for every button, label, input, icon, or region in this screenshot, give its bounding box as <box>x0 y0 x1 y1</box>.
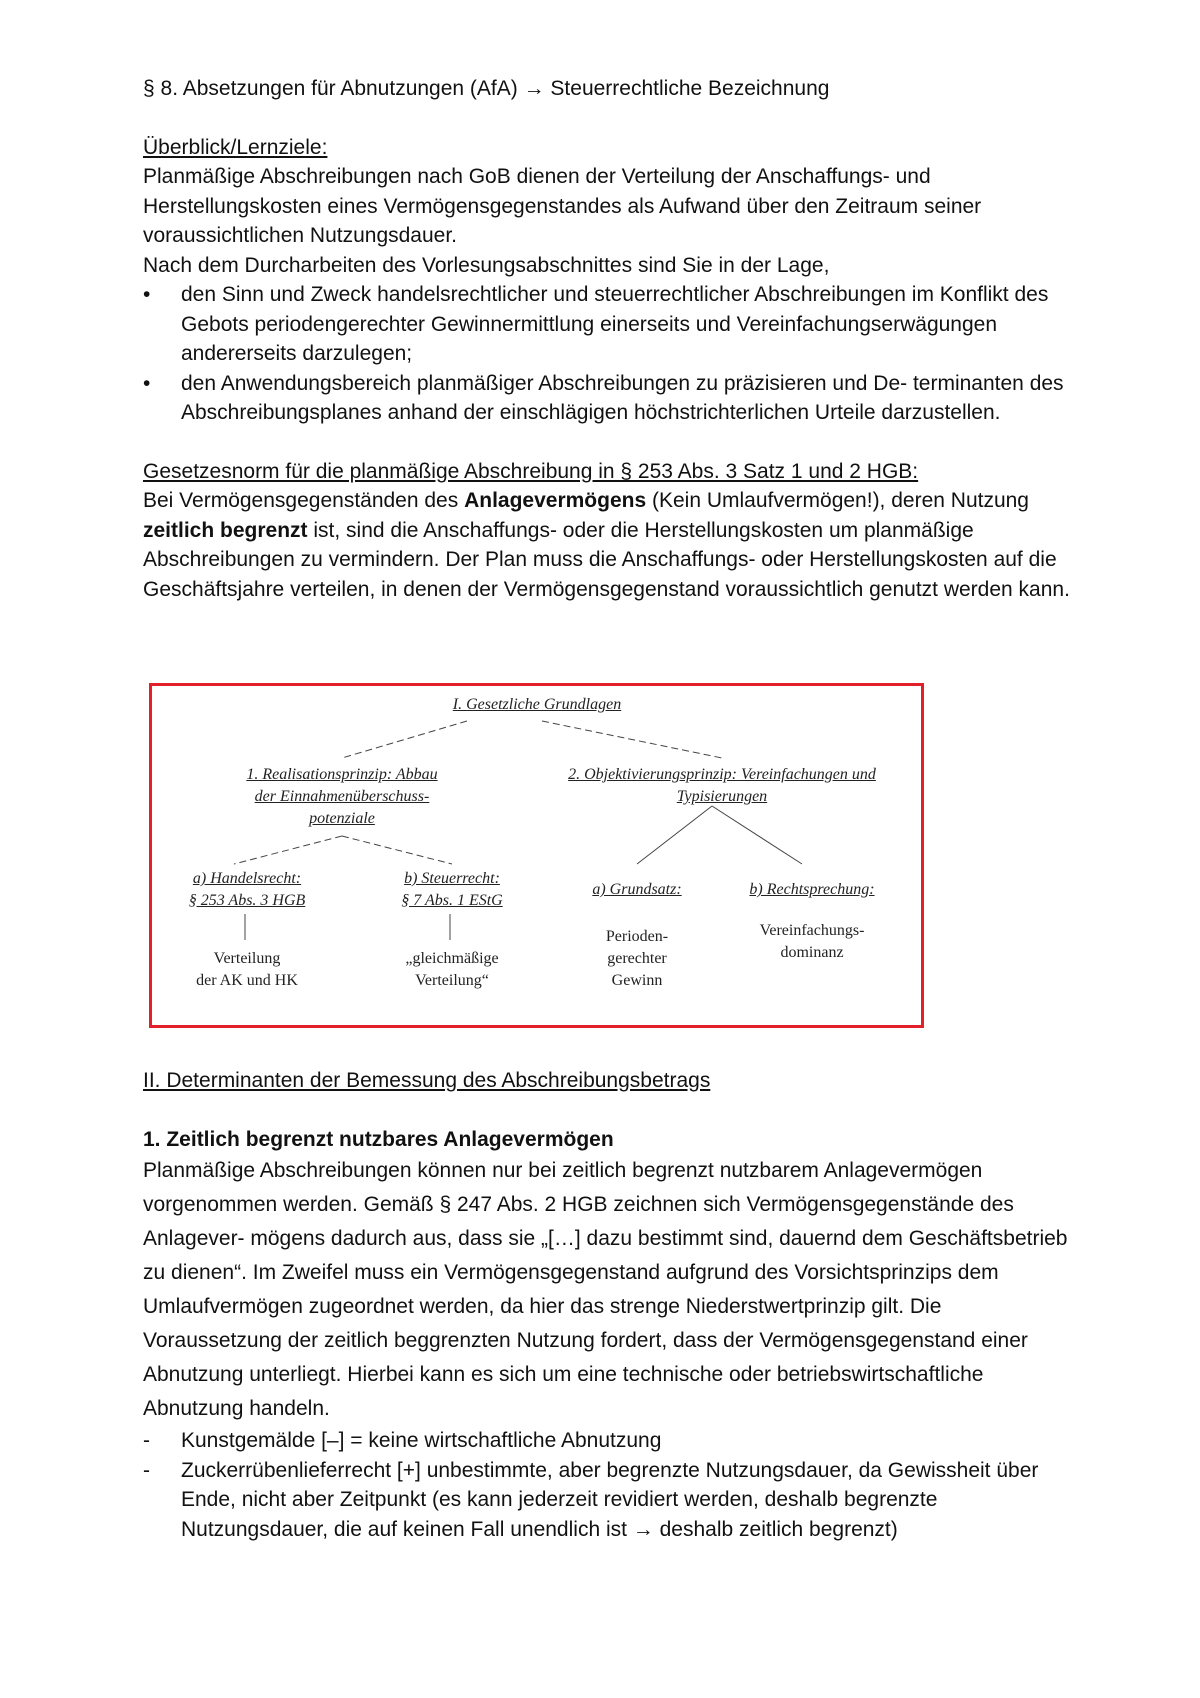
overview-title: Überblick/Lernziele: <box>143 135 328 159</box>
right-a-text <box>557 926 717 992</box>
left-b-node <box>362 868 542 912</box>
learning-goals-list <box>143 280 1083 428</box>
law-text-3: ist, sind die Anschaffungs- oder die Herstellungskosten um planmäßige Abschreibungen zu vermindern. Der Plan muss die Anschaffungs- oder Herstellungskosten auf die Geschäftsjahre verteilen, in denen der Vermögensgegenstand voraussichtlich genutzt werden kann. <box>143 518 1070 601</box>
right-b-line-1: Vereinfachungs- <box>759 922 865 939</box>
page-heading: § 8. Absetzungen für Abnutzungen (AfA) → Steuerrechtliche Bezeichnung <box>143 77 830 100</box>
legal-basis-diagram <box>149 683 924 1028</box>
right-b-text <box>722 920 902 964</box>
law-bold-2: zeitlich begrenzt <box>143 518 308 542</box>
bullet-icon: • <box>143 371 151 395</box>
law-text-1: Bei Vermögensgegenständen des <box>143 489 465 512</box>
left-a-text <box>157 948 337 992</box>
left-node-line-1: 1. Realisationsprinzip: Abbau <box>246 766 438 783</box>
left-a-ref: § 253 Abs. 3 HGB <box>188 892 306 909</box>
list-item <box>143 1456 1083 1545</box>
left-b-ref: § 7 Abs. 1 EStG <box>401 892 503 909</box>
section-determinants <box>143 1066 1083 1544</box>
bullet-text: den Anwendungsbereich planmäßiger Abschreibungen zu präzisieren und De- terminanten des Abschreibungsplanes anhand der einschlägigen höchstrichterlichen Urteile darzustellen. <box>181 371 1064 424</box>
left-a-title: a) Handelsrecht: <box>192 870 302 887</box>
left-a-line-1: Verteilung <box>213 950 281 967</box>
law-bold-1: Anlagevermögens <box>464 489 647 512</box>
overview-intro: Planmäßige Abschreibungen nach GoB dienen der Verteilung der Anschaffungs- und Herstellungskosten eines Vermögensgegenstandes als Aufwand über den Zeitraum seiner voraussichtlichen Nutzungsdauer. <box>143 165 982 247</box>
left-node-line-3: potenziale <box>309 810 375 827</box>
document-page <box>143 74 1083 604</box>
example-text: Kunstgemälde [–] = keine wirtschaftliche Abnutzung <box>181 1429 662 1452</box>
bullet-icon: • <box>143 283 151 306</box>
dash-icon: - <box>143 1458 150 1482</box>
left-node <box>212 764 472 830</box>
overview-lead: Nach dem Durcharbeiten des Vorlesungsabschnittes sind Sie in der Lage, <box>143 253 830 277</box>
law-title: Gesetzesnorm für die planmäßige Abschreibung in § 253 Abs. 3 Satz 1 und 2 HGB: <box>143 459 919 483</box>
left-b-line-2: Verteilung“ <box>415 972 489 989</box>
right-node <box>542 764 902 808</box>
right-a-line-3: Gewinn <box>611 972 663 989</box>
example-text: Zuckerrübenlieferrecht [+] unbestimmte, aber begrenzte Nutzungsdauer, da Gewissheit über Ende, nicht aber Zeitpunkt (es kann jederzeit revidiert werden, deshalb begrenzte Nutzungsdauer, die auf keinen Fall unendlich ist → deshalb zeitlich begrenzt) <box>181 1458 1039 1541</box>
right-node-line-2: Typisierungen <box>676 788 768 805</box>
left-b-title: b) Steuerrecht: <box>404 870 500 887</box>
left-b-text <box>362 948 542 992</box>
right-a-line-2: gerechter <box>607 950 667 967</box>
root-node: I. Gesetzliche Grundlagen <box>452 696 622 713</box>
section2-body: Planmäßige Abschreibungen können nur bei zeitlich begrenzt nutzbarem Anlagevermögen vorgenommen werden. Gemäß § 247 Abs. 2 HGB zeichnen sich Vermögensgegenstände des Anlagever- mögens dadurch aus, dass sie „[…] dazu bestimmt sind, dauernd dem Geschäftsbetrieb zu dienen“. Im Zweifel muss ein Vermögensgegenstand aufgrund des Vorsichtsprinzips dem Umlaufvermögen zugeordnet werden, da hier das strenge Niederstwertprinzip gilt. Die Voraussetzung der zeitlich beggrenzten Nutzung fordert, dass der Vermögensgegenstand einer Abnutzung unterliegt. Hierbei kann es sich um eine technische oder betriebswirtschaftliche Abnutzung handeln. <box>143 1159 1068 1420</box>
right-node-line-1: 2. Objektivierungsprinzip: Vereinfachungen und <box>568 766 876 783</box>
connector-left-b <box>342 836 452 864</box>
connector-right-a <box>637 806 712 864</box>
left-node-line-2: der Einnahmenüberschuss- <box>254 788 430 805</box>
list-item <box>143 369 1083 428</box>
connector-root-right <box>542 721 722 758</box>
connector-right-b <box>712 806 802 864</box>
bullet-text: den Sinn und Zweck handelsrechtlicher und steuerrechtlicher Abschreibungen im Konflikt des Gebots periodengerechter Gewinnermittlung einerseits und Vereinfachungserwägungen andererseits darzulegen; <box>181 283 1049 365</box>
right-a-node: a) Grundsatz: <box>592 881 682 898</box>
left-b-line-1: „gleichmäßige <box>405 950 499 967</box>
section2-title: II. Determinanten der Bemessung des Abschreibungsbetrags <box>143 1069 711 1092</box>
list-item <box>143 280 1083 369</box>
right-b-node: b) Rechtsprechung: <box>749 881 875 898</box>
section2-subtitle: 1. Zeitlich begrenzt nutzbares Anlagevermögen <box>143 1127 614 1151</box>
right-a-line-1: Perioden- <box>605 928 669 945</box>
law-text <box>143 486 1083 604</box>
left-a-node <box>157 868 337 912</box>
connector-left-a <box>234 836 342 864</box>
left-a-line-2: der AK und HK <box>196 972 298 989</box>
law-text-2: (Kein Umlaufvermögen!), deren Nutzung <box>646 489 1029 512</box>
right-b-line-2: dominanz <box>780 944 844 961</box>
connector-root-left <box>342 721 467 758</box>
dash-icon: - <box>143 1429 150 1452</box>
examples-list <box>143 1426 1083 1544</box>
list-item <box>143 1426 1083 1456</box>
